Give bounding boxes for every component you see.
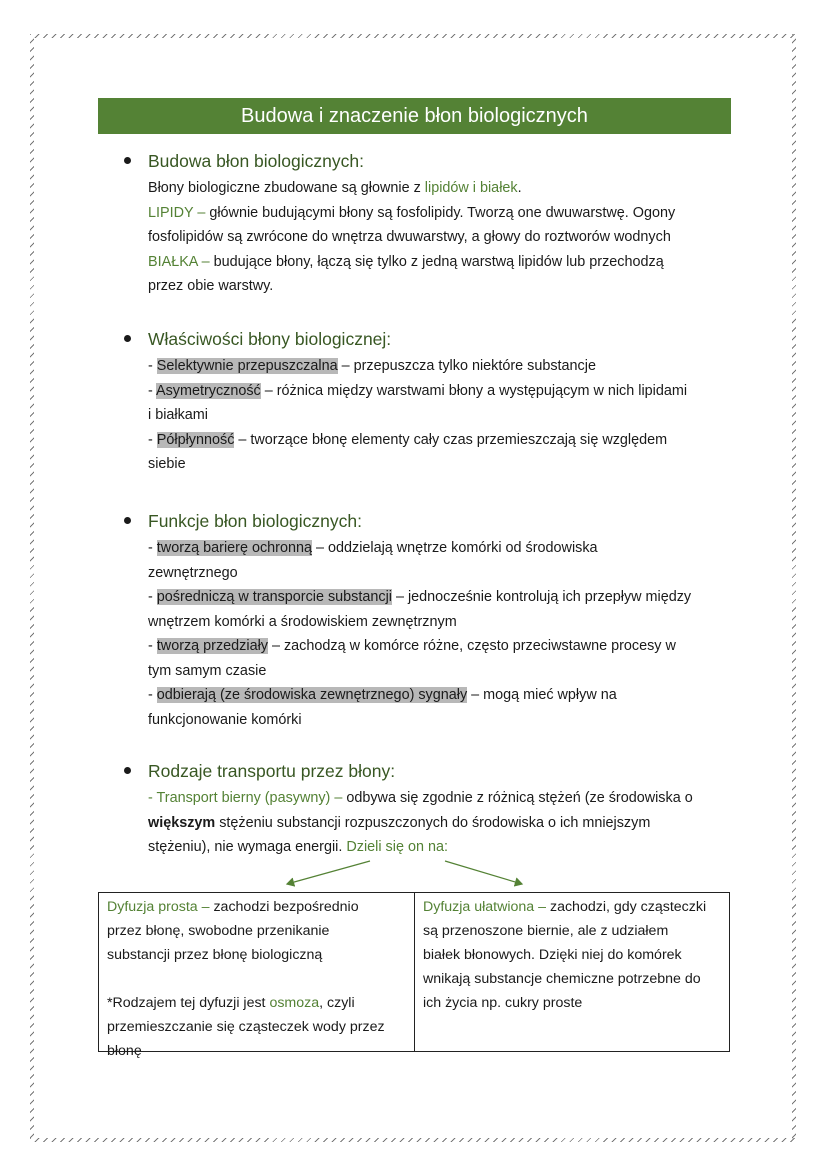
list-item: - pośredniczą w transporcie substancji – jednocześnie kontrolują ich przepływ między [148,589,692,605]
section-heading: Rodzaje transportu przez błony: [148,761,396,781]
paragraph-line: fosfolipidów są zwrócone do wnętrza dwuwarstwy, a głowy do roztworów wodnych [148,229,671,245]
section-heading: Właściwości błony biologicznej: [148,329,392,349]
list-item-cont: wnętrzem komórki a środowiskiem zewnętrznym [148,613,457,630]
arrow-left [287,861,370,884]
osmoza-term: osmoza [269,995,320,1011]
paragraph-line: przez obie warstwy. [148,278,274,294]
section-budowa [148,148,738,299]
list-item-cont: tym samym czasie [148,662,267,679]
list-item: - odbierają (ze środowiska zewnętrznego) sygnały – mogą mieć wpływ na [148,687,617,703]
bullet-icon [124,767,131,774]
list-item: - Asymetryczność – różnica między warstwami błony a występującym w nich lipidami [148,382,688,399]
bullet-icon [124,335,131,342]
page-border-top [30,34,796,38]
transport-line: większym stężeniu substancji rozpuszczonych do środowiska o ich mniejszym [148,814,651,831]
lipidy-line: LIPIDY – głównie budującymi błony są fosfolipidy. Tworzą one dwuwarstwę. Ogony [148,204,676,221]
list-item-cont: i białkami [148,407,208,423]
list-item-cont: zewnętrznego [148,564,238,581]
diffusion-table [98,892,730,1059]
section-transport [148,758,738,860]
bullet-icon [124,517,131,524]
page-border-bottom [30,1138,796,1142]
bialka-label: BIAŁKA – [148,253,210,270]
transport-label: - Transport bierny (pasywny) – [148,790,343,806]
bullet-icon [124,157,131,164]
divides-label: Dzieli się on na: [346,839,448,855]
bialka-line: BIAŁKA – budujące błony, łączą się tylko z jedną warstwą lipidów lub przechodzą [148,253,664,270]
page-title: Budowa i znaczenie błon biologicznych [98,98,731,134]
paragraph-line: Błony biologiczne zbudowane są głownie z lipidów i białek. [148,180,522,196]
section-wlasciwosci [148,326,738,477]
list-item: - Półpłynność – tworzące błonę elementy cały czas przemieszczają się względem [148,431,668,448]
list-item: - tworzą przedziały – zachodzą w komórce różne, często przeciwstawne procesy w [148,638,676,654]
cell-term: Dyfuzja prosta – [107,899,210,915]
arrow-right [445,861,522,884]
section-funkcje [148,508,738,732]
section-heading: Budowa błon biologicznych: [148,151,364,171]
table-cell-dyfuzja-ulatwiona: Dyfuzja ułatwiona – zachodzi, gdy cząsteczki są przenoszone biernie, ale z udziałem białek błonowych. Dzięki niej do komórek wnikają substancje chemiczne potrzebne do ich życia np. cukry proste [423,899,707,1011]
list-item: - tworzą barierę ochronną – oddzielają wnętrze komórki od środowiska [148,540,598,556]
transport-line: stężeniu), nie wymaga energii. Dzieli się on na: [148,839,448,855]
transport-line: - Transport bierny (pasywny) – odbywa się zgodnie z różnicą stężeń (ze środowiska o [148,790,693,806]
table-cell-dyfuzja-prosta: Dyfuzja prosta – zachodzi bezpośrednio przez błonę, swobodne przenikanie substancji przez błonę biologiczną *Rodzajem tej dyfuzji jest osmoza, czyli przemieszczanie się cząsteczek wody przez błonę [99,893,415,1051]
lipidy-label: LIPIDY – [148,204,206,221]
cell-term: Dyfuzja ułatwiona – [423,899,547,915]
page-border-left [30,34,34,1142]
page-border-right [792,34,796,1142]
list-item-cont: siebie [148,456,186,472]
section-heading: Funkcje błon biologicznych: [148,511,363,531]
list-item: - Selektywnie przepuszczalna – przepuszcza tylko niektóre substancje [148,358,596,374]
list-item-cont: funkcjonowanie komórki [148,711,302,728]
